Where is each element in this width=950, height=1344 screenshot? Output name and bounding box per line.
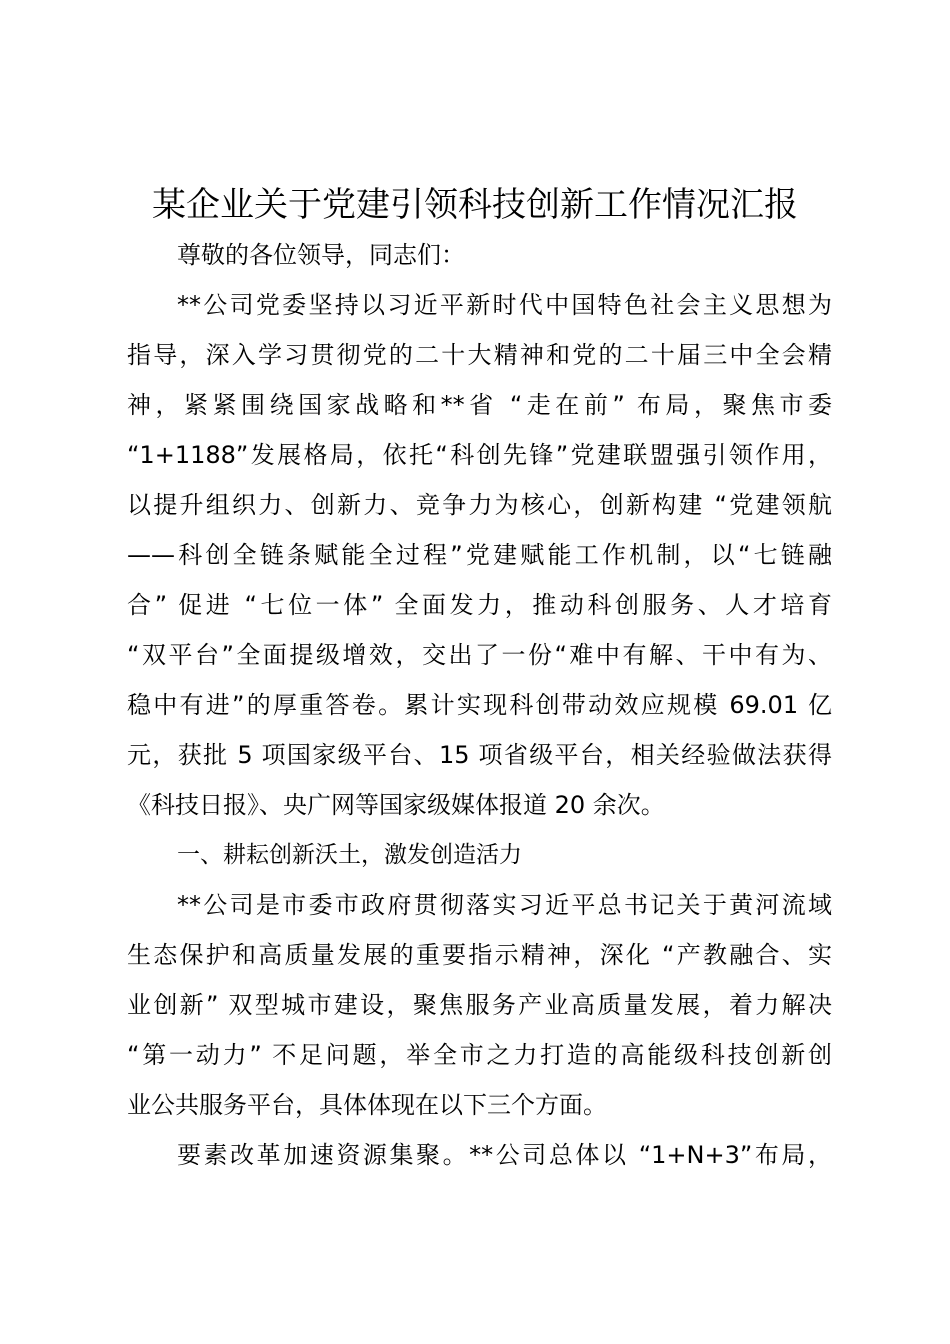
text-line: 生态保护和高质量发展的重要指示精神，深化 “产教融合、实 bbox=[127, 941, 832, 969]
resource-paragraph bbox=[127, 1130, 832, 1180]
document-body bbox=[127, 230, 832, 1180]
text-line: 元，获批 5 项国家级平台、15 项省级平台，相关经验做法获得 bbox=[127, 741, 832, 769]
text-line: **公司党委坚持以习近平新时代中国特色社会主义思想为 bbox=[177, 291, 832, 319]
text-line: ——科创全链条赋能全过程”党建赋能工作机制，以“七链融 bbox=[127, 541, 832, 569]
text-line: 业创新” 双型城市建设，聚焦服务产业高质量发展，着力解决 bbox=[127, 991, 832, 1019]
text-line: “1+1188”发展格局，依托“科创先锋”党建联盟强引领作用， bbox=[127, 441, 832, 469]
text-line: 合” 促进 “七位一体” 全面发力，推动科创服务、人才培育 bbox=[127, 591, 832, 619]
section-heading: 一、耕耘创新沃土，激发创造活力 bbox=[177, 842, 522, 868]
document-title: 某企业关于党建引领科技创新工作情况汇报 bbox=[152, 185, 798, 225]
text-line: “第一动力” 不足问题，举全市之力打造的高能级科技创新创 bbox=[127, 1041, 832, 1069]
text-line: 神，紧紧围绕国家战略和**省 “走在前” 布局，聚焦市委 bbox=[127, 391, 832, 419]
greeting-line: 尊敬的各位领导，同志们： bbox=[177, 241, 465, 269]
intro-paragraph bbox=[127, 280, 832, 830]
text-line: 以提升组织力、创新力、竞争力为核心，创新构建 “党建领航 bbox=[127, 491, 832, 519]
text-line: **公司是市委市政府贯彻落实习近平总书记关于黄河流域 bbox=[177, 891, 832, 919]
text-line: 《科技日报》、央广网等国家级媒体报道 20 余次。 bbox=[127, 791, 665, 819]
text-line: 业公共服务平台，具体体现在以下三个方面。 bbox=[127, 1091, 607, 1119]
text-line: “双平台”全面提级增效，交出了一份“难中有解、干中有为、 bbox=[127, 641, 832, 669]
section1-paragraph bbox=[127, 880, 832, 1130]
text-line: 要素改革加速资源集聚。**公司总体以 “1+N+3”布局， bbox=[177, 1141, 832, 1169]
text-line: 稳中有进”的厚重答卷。累计实现科创带动效应规模 69.01 亿 bbox=[127, 691, 832, 719]
text-line: 指导，深入学习贯彻党的二十大精神和党的二十届三中全会精 bbox=[127, 341, 832, 369]
